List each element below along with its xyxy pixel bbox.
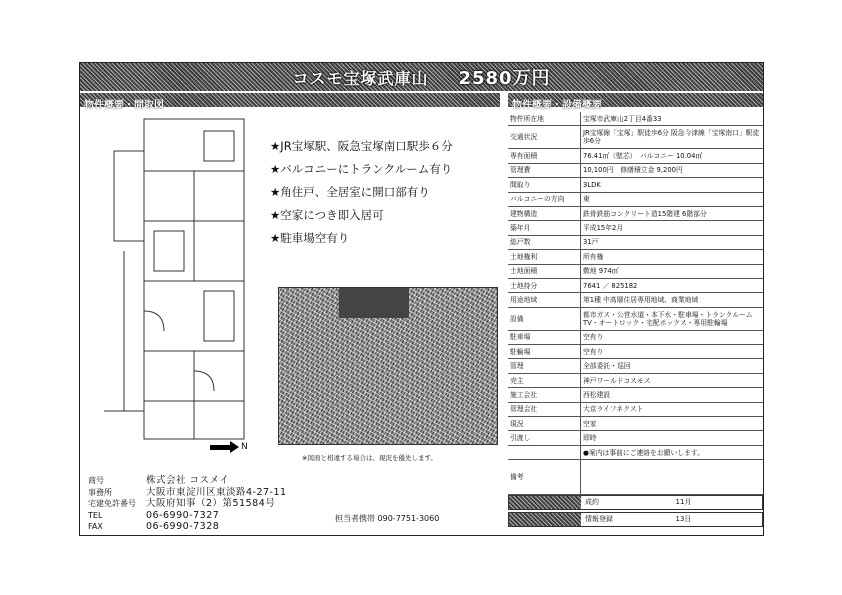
license-number: 大阪府知事（2）第51584号	[146, 498, 276, 509]
north-arrow: N	[210, 441, 248, 453]
spec-value	[581, 460, 764, 495]
company-name: 株式会社 コスメイ	[146, 475, 230, 486]
spec-row	[508, 178, 763, 192]
company-fax: 06-6990-7328	[146, 521, 220, 532]
spec-value: 都市ガス・公営水道・本下水・駐車場・トランクルーム TV・オートロック・宅配ボックス・専用駐輪場	[581, 307, 764, 330]
spec-key: 売主	[508, 373, 581, 387]
spec-row	[508, 112, 763, 126]
spec-key: 土地面積	[508, 264, 581, 278]
date-label: 成約	[585, 498, 599, 506]
spec-row	[508, 235, 763, 249]
spec-key: 築年月	[508, 221, 581, 235]
spec-key: 建物構造	[508, 206, 581, 220]
feature-item: ★バルコニーにトランクルーム有り	[270, 162, 453, 176]
property-title: コスモ宝塚武庫山	[292, 68, 429, 88]
spec-key	[508, 445, 581, 459]
feature-item: ★空家につき即入居可	[270, 208, 384, 222]
spec-table	[508, 112, 763, 495]
building-photo	[278, 287, 498, 445]
spec-row	[508, 192, 763, 206]
spec-key: 管理	[508, 359, 581, 373]
spec-value: 神戸ワールドコスモス	[581, 373, 764, 387]
spec-value: ●案内は事前にご連絡をお願いします。	[581, 445, 764, 459]
company-tel: 06-6990-7327	[146, 509, 220, 521]
spec-row	[508, 445, 763, 459]
spec-key: 間取り	[508, 178, 581, 192]
spec-row	[508, 460, 763, 495]
spec-row	[508, 250, 763, 264]
spec-row	[508, 126, 763, 149]
feature-item: ★JR宝塚駅、阪急宝塚南口駅歩６分	[270, 139, 453, 153]
left-subheader: 物件概要・間取図	[80, 93, 500, 107]
agent-mobile: 担当者携帯 090-7751-3060	[335, 514, 440, 523]
title-banner	[80, 63, 763, 91]
spec-value: 空有り	[581, 345, 764, 359]
spec-row	[508, 373, 763, 387]
spec-row	[508, 149, 763, 163]
spec-value: 西松建設	[581, 388, 764, 402]
spec-row	[508, 206, 763, 220]
spec-row	[508, 345, 763, 359]
date-value: 13日	[675, 515, 692, 523]
spec-row	[508, 431, 763, 445]
spec-value: 即時	[581, 431, 764, 445]
spec-key: 専有面積	[508, 149, 581, 163]
spec-key: バルコニーの方向	[508, 192, 581, 206]
spec-value: 31戸	[581, 235, 764, 249]
date-label: 情報登録	[585, 515, 613, 523]
company-address: 大阪市東淀川区東淡路4-27-11	[146, 486, 287, 498]
spec-row	[508, 417, 763, 431]
spec-key: 交通状況	[508, 126, 581, 149]
spec-row	[508, 221, 763, 235]
spec-value: 第1種 中高層住居専用地域、商業地域	[581, 293, 764, 307]
spec-row	[508, 330, 763, 344]
spec-key: 引渡し	[508, 431, 581, 445]
spec-value: 空家	[581, 417, 764, 431]
spec-value: JR宝塚線「宝塚」駅徒歩6分 阪急今津線「宝塚南口」駅徒歩6分	[581, 126, 764, 149]
spec-value: 平成15年2月	[581, 221, 764, 235]
spec-key: 駐車場	[508, 330, 581, 344]
spec-key: 土地権利	[508, 250, 581, 264]
spec-key: 土地持分	[508, 278, 581, 292]
features-list	[270, 135, 500, 250]
spec-value: 敷地 974㎡	[581, 264, 764, 278]
spec-row	[508, 278, 763, 292]
spec-value: 7641 ／ 825182	[581, 278, 764, 292]
spec-key: 管理会社	[508, 402, 581, 416]
spec-value: 宝塚市武庫山2丁目4番33	[581, 112, 764, 126]
floor-plan-drawing	[84, 111, 254, 451]
spec-row	[508, 163, 763, 177]
spec-key: 施工会社	[508, 388, 581, 402]
spec-key: 設備	[508, 307, 581, 330]
spec-key: 駐輪場	[508, 345, 581, 359]
property-price: 2580万円	[458, 68, 551, 89]
floor-plan	[84, 111, 254, 451]
spec-row	[508, 359, 763, 373]
spec-value: 空有り	[581, 330, 764, 344]
spec-key: 総戸数	[508, 235, 581, 249]
feature-item: ★駐車場空有り	[270, 231, 350, 245]
spec-value: 3LDK	[581, 178, 764, 192]
flyer-sheet	[79, 62, 764, 536]
spec-value: 全部委託・巡回	[581, 359, 764, 373]
spec-value: 鉄骨鉄筋コンクリート造15階建 6階部分	[581, 206, 764, 220]
spec-row	[508, 293, 763, 307]
spec-row	[508, 402, 763, 416]
spec-row	[508, 264, 763, 278]
spec-key: 用途地域	[508, 293, 581, 307]
spec-value: 大京ライフネクスト	[581, 402, 764, 416]
feature-item: ★角住戸、全居室に開口部有り	[270, 185, 430, 199]
spec-key: 物件所在地	[508, 112, 581, 126]
spec-key: 備考	[508, 460, 581, 495]
date-box	[508, 495, 763, 529]
spec-value: 10,100円 修繕積立金 9,200円	[581, 163, 764, 177]
spec-value: 76.41㎡（壁芯） バルコニー 10.04㎡	[581, 149, 764, 163]
company-info: 商号 株式会社 コスメイ 事務所 大阪市東淀川区東淡路4-27-11 宅建免許番号 大阪府知事（2）第51584号 TEL 06-6990-7327 FAX 06-6990-7328	[88, 475, 287, 532]
date-value: 11月	[675, 498, 692, 506]
photo-caption: ※図面と相違する場合は、現況を優先します。	[302, 454, 437, 462]
right-subheader: 物件概要・設備概要	[508, 93, 763, 107]
spec-row	[508, 307, 763, 330]
spec-row	[508, 388, 763, 402]
spec-key: 管理費	[508, 163, 581, 177]
spec-value: 所有権	[581, 250, 764, 264]
spec-value: 東	[581, 192, 764, 206]
spec-key: 現況	[508, 417, 581, 431]
